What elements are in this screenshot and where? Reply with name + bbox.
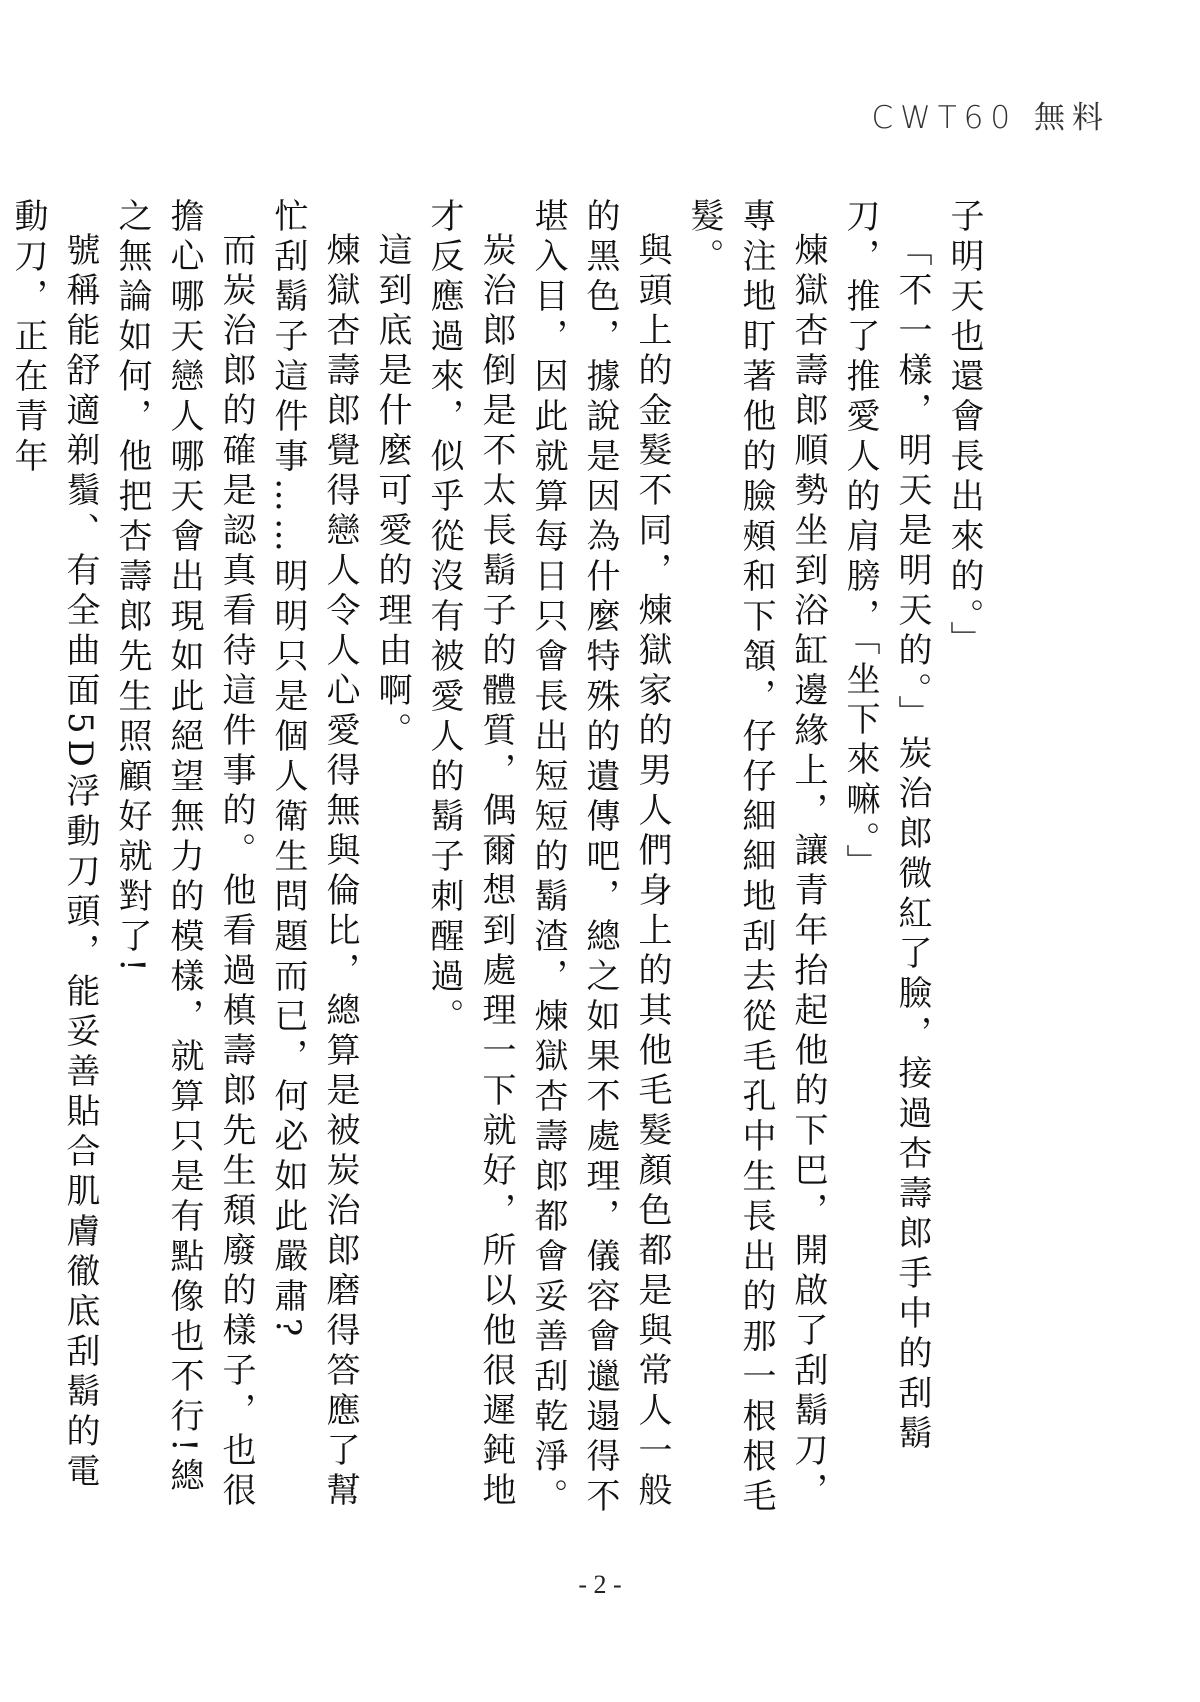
paragraph-3: 煉獄杏壽郎順勢坐到浴缸邊緣上，讓青年抬起他的下巴，開啟了刮鬍刀，專注地盯著他的臉頰和下頷，仔仔細細地刮去從毛孔中生長出的那一根根毛髮。 <box>684 198 828 1518</box>
paragraph-4: 與頭上的金髮不同，煉獄家的男人們身上的其他毛髮顏色都是與常人一般的黑色，據說是因為什麼特殊的遺傳吧，總之如果不處理，儀容會邋遢得不堪入目，因此就算每日只會長出短短的鬍渣，煉獄杏壽郎都會妥善刮乾淨。 <box>528 198 672 1518</box>
paragraph-7: 煉獄杏壽郎覺得戀人令人心愛得無與倫比，總算是被炭治郎磨得答應了幫忙刮鬍子這件事……明明只是個人衛生問題而已，何必如此嚴肅? <box>268 198 360 1512</box>
paragraph-1: 子明天也還會長出來的。」 <box>944 198 984 661</box>
paragraph-8: 而炭治郎的確是認真看待這件事的。他看過槙壽郎先生頹廢的樣子，也很擔心哪天戀人哪天會出現如此絕望無力的模樣，就算只是有點像也不行!總之無論如何，他把杏壽郎先生照顧好就對了! <box>112 198 256 1512</box>
header-label: CWT60 無料 <box>871 100 1110 136</box>
paragraph-6: 這到底是什麼可愛的理由啊。 <box>372 232 412 752</box>
vertical-body-text <box>8 198 990 1528</box>
page-number: - 2 - <box>578 1570 622 1599</box>
paragraph-5: 炭治郎倒是不太長鬍子的體質，偶爾想到處理一下就好，所以他很遲鈍地才反應過來，似乎從沒有被愛人的鬍子刺醒過。 <box>424 198 516 1512</box>
paragraph-9: 號稱能舒適剃鬚、有全曲面5D浮動刀頭，能妥善貼合肌膚徹底刮鬍的電動刀，正在青年 <box>8 198 100 1493</box>
paragraph-2: 「不一樣，明天是明天的。」炭治郎微紅了臉，接過杏壽郎手中的刮鬍刀，推了推愛人的肩膀，「坐下來嘛。」 <box>840 198 932 1455</box>
